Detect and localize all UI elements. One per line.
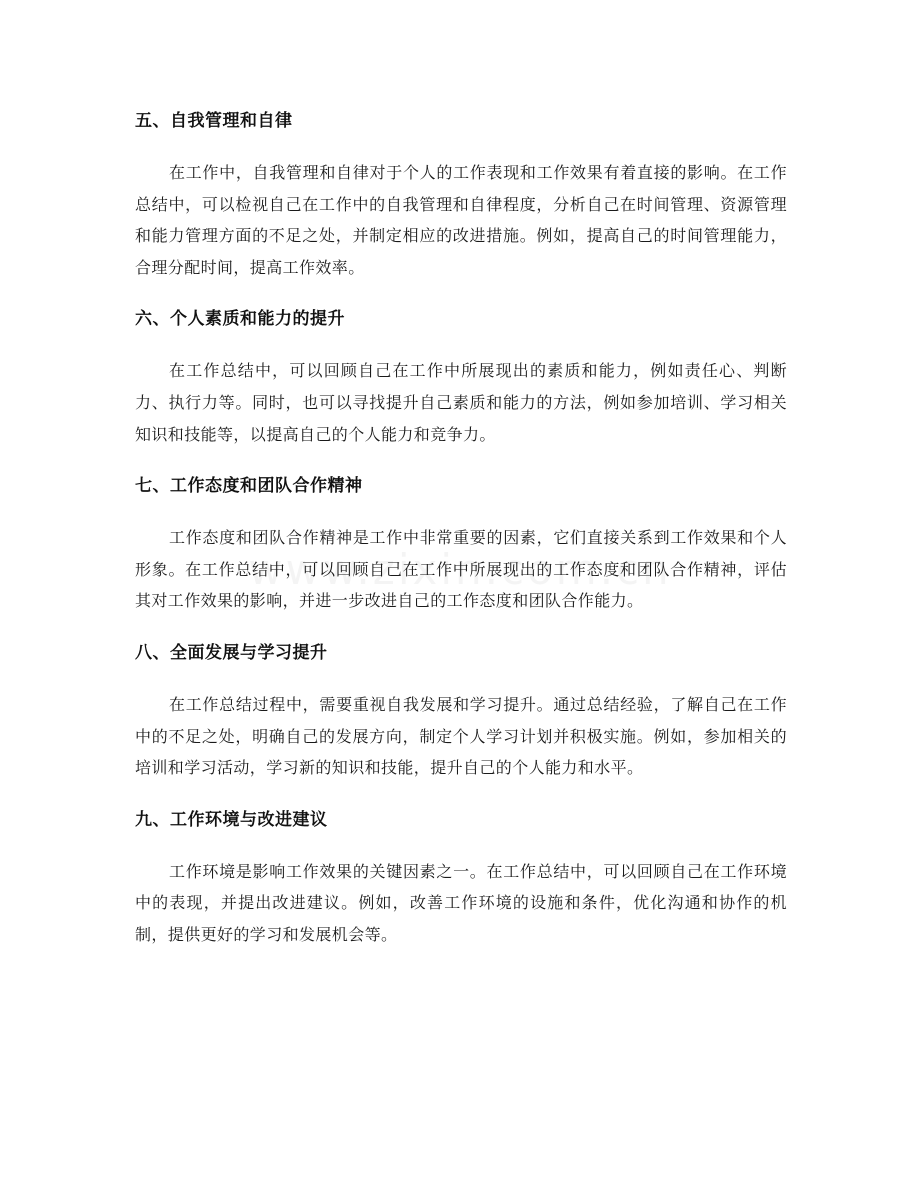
- section-paragraph: 工作态度和团队合作精神是工作中非常重要的因素，它们直接关系到工作效果和个人形象。在工作总结中，可以回顾自己在工作中所展现出的工作态度和团队合作精神，评估其对工作效果的影响，并进一步改进自己的工作态度和团队合作能力。: [135, 528, 787, 611]
- section-work-environment: [135, 806, 787, 951]
- section-development: [135, 639, 787, 784]
- section-self-management: [135, 107, 787, 283]
- section-paragraph: 工作环境是影响工作效果的关键因素之一。在工作总结中，可以回顾自己在工作环境中的表现，并提出改进建议。例如，改善工作环境的设施和条件，优化沟通和协作的机制，提供更好的学习和发展机会等。: [135, 861, 787, 944]
- section-paragraph: 在工作总结过程中，需要重视自我发展和学习提升。通过总结经验，了解自己在工作中的不足之处，明确自己的发展方向，制定个人学习计划并积极实施。例如，参加相关的培训和学习活动，学习新的知识和技能，提升自己的个人能力和水平。: [135, 694, 787, 778]
- section-paragraph: 在工作总结中，可以回顾自己在工作中所展现出的素质和能力，例如责任心、判断力、执行力等。同时，也可以寻找提升自己素质和能力的方法，例如参加培训、学习相关知识和技能等，以提高自己的个人能力和竞争力。: [135, 361, 787, 444]
- section-work-attitude: [135, 472, 787, 617]
- section-paragraph: 在工作中，自我管理和自律对于个人的工作表现和工作效果有着直接的影响。在工作总结中，可以检视自己在工作中的自我管理和自律程度，分析自己在时间管理、资源管理和能力管理方面的不足之处，并制定相应的改进措施。例如，提高自己的时间管理能力，合理分配时间，提高工作效率。: [135, 163, 787, 277]
- section-heading: 九、工作环境与改进建议: [135, 809, 328, 830]
- section-personal-quality: [135, 305, 787, 450]
- section-heading: 五、自我管理和自律: [135, 111, 293, 131]
- section-heading: 六、个人素质和能力的提升: [135, 309, 345, 330]
- section-heading: 八、全面发展与学习提升: [135, 642, 328, 663]
- section-heading: 七、工作态度和团队合作精神: [135, 476, 363, 497]
